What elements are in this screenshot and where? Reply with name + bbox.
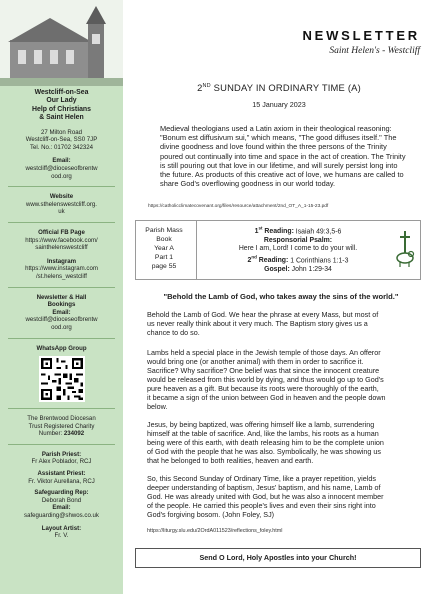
intro-link[interactable]: https://catholicclimatecovenant.org/files/resource/attachment/2nd_OT_A_1-15-23.pdf	[148, 204, 329, 209]
email-link[interactable]: ood.org	[51, 172, 72, 180]
heading-number: 2	[197, 82, 203, 93]
newsletter-title: NEWSLETTER	[302, 28, 420, 43]
readings-list	[198, 225, 398, 275]
newsletter-block	[4, 294, 119, 332]
parish-priest-label: Parish Priest:	[41, 450, 82, 458]
charity-number: 234092	[63, 430, 85, 438]
address-line: 27 Milton Road	[41, 128, 82, 136]
divider	[8, 338, 115, 339]
parish-line: Westcliff-on-Sea	[34, 89, 89, 96]
instagram-link[interactable]: https://www.instagram.com	[25, 265, 98, 273]
text-line: below.	[147, 402, 168, 411]
facebook-link[interactable]: sainthelenswestcliff	[35, 244, 88, 252]
page-title	[133, 82, 425, 93]
newsletter-email-label: Email:	[52, 308, 71, 316]
safeguarding-name: Deborah Bond	[41, 496, 82, 504]
heading-ordinal: ND	[202, 82, 211, 89]
address	[4, 129, 119, 152]
charity-block	[4, 415, 119, 438]
text-line: God's forgiving bosom. (John Foley, SJ)	[147, 510, 275, 519]
text-line: us never really think about it very much. The Baptism story gives us a	[147, 319, 368, 328]
clergy-block	[4, 451, 119, 466]
first-reading: 1st Reading: Isaiah 49:3,5-6	[254, 226, 342, 236]
date: 15 January 2023	[252, 100, 306, 109]
text-line: being were of this earth, with death releasing him to be the complete union	[147, 438, 384, 447]
divider	[8, 186, 115, 187]
text-line: is still pouring out that love in our lifetime, and will surely persist long into	[160, 160, 398, 170]
text-line: of God with the people that he was also. Symbolically, he was showing us	[147, 447, 381, 456]
email-link[interactable]: westcliff@dioceseofbrentw	[25, 165, 98, 172]
text-line: share God's overflowing goodness in our world today.	[160, 179, 336, 189]
text-line: So, this Second Sunday of Ordinary Time, like a prayer repetition, yields	[147, 474, 376, 483]
qr-code-icon[interactable]	[39, 356, 85, 402]
assistant-priest-label: Assistant Priest:	[37, 470, 86, 478]
divider	[8, 444, 115, 445]
parish-line: Our Lady	[46, 97, 77, 105]
second-reading: 2nd Reading: 1 Corinthians 1:1-3	[247, 255, 349, 265]
text-line: Lambs held a special place in the Jewish temple of those days. An offeror	[147, 348, 381, 357]
text-line: Jesus, by being baptized, was offering himself like a lamb, surrendering	[147, 420, 375, 429]
charity-number-label: Number:	[38, 430, 64, 438]
mass-book-line: Year A	[154, 245, 174, 252]
mass-book-info	[140, 226, 188, 271]
parish-priest-name: Fr Alex Poblador, RCJ	[31, 458, 92, 466]
text-line: deeper understanding of baptism, Jesus' baptism, and his name, Lamb of	[147, 483, 381, 492]
text-line: Sacrifice? Why sacrifice? One belief was that since the innocent creature	[147, 366, 380, 375]
newsletter-subtitle: Saint Helen's - Westcliff	[329, 46, 420, 56]
reflection-link[interactable]: https://liturgy.slu.edu/2OrdA011523/reflections_foley.html	[147, 528, 283, 534]
body-paragraph	[147, 310, 419, 337]
text-line: pure heaven as a gift. But because its roots were thoroughly of the earth,	[147, 384, 379, 393]
newsletter-email-link[interactable]: ood.org	[51, 323, 72, 331]
parish-name	[4, 89, 119, 123]
website-link[interactable]: uk	[58, 208, 65, 216]
gospel-reading: Gospel: John 1:29-34	[264, 265, 332, 273]
text-line: it became a sign of the union between God in heaven and the people down	[147, 393, 386, 402]
sidebar	[0, 0, 123, 594]
text-line: would be released from this world by dying, and thus would go up to God's	[147, 375, 384, 384]
text-line: poured out continually into time and space in the act of creation. The Trinity	[160, 151, 406, 161]
charity-line: Trust Registered Charity	[28, 422, 95, 430]
body-paragraph	[147, 420, 419, 465]
safeguarding-email-label: Email:	[52, 504, 71, 512]
text-line: chance to do so.	[147, 328, 200, 337]
instagram-label: Instagram	[46, 257, 77, 265]
intro-paragraph	[160, 124, 414, 188]
text-line: Medieval theologians used a Latin axiom in their theological reasoning:	[160, 124, 392, 133]
text-line: "Bonum est diffusivum sui," which means, "The good diffuses itself." The	[160, 133, 397, 143]
text-line: himself at the table of sacrifice. And, like the lambs, his roots as a human	[147, 429, 379, 438]
website-block	[4, 193, 119, 216]
safeguarding-block	[4, 489, 119, 519]
heading-text: SUNDAY IN ORDINARY TIME (A)	[210, 82, 361, 93]
divider	[8, 408, 115, 409]
email-label: Email:	[52, 157, 71, 165]
instagram-link[interactable]: /st.helens_westcliff	[35, 272, 88, 280]
instagram-block	[4, 258, 119, 281]
layout-artist-name: Fr. V.	[54, 532, 69, 540]
charity-line: The Brentwood Diocesan	[27, 415, 96, 423]
text-line: Behold the Lamb of God. We hear the phrase at every Mass, but most of	[147, 310, 379, 319]
whatsapp-label: WhatsApp Group	[36, 344, 87, 352]
newsletter-label: Newsletter & Hall	[36, 293, 87, 301]
mass-book-line: Part 1	[154, 254, 174, 261]
email-block	[4, 157, 119, 180]
mass-book-line: page 55	[151, 263, 177, 270]
facebook-block	[4, 229, 119, 252]
website-link[interactable]: www.sthelenswestcliff.org.	[25, 200, 97, 208]
layout-artist-label: Layout Artist:	[41, 524, 82, 532]
charity-line	[4, 430, 119, 438]
newsletter-email-link[interactable]: westcliff@dioceseofbrentw	[25, 316, 98, 324]
divider	[8, 222, 115, 223]
psalm-text: Here I am, Lord! I come to do your will.	[238, 245, 358, 253]
facebook-label: Official FB Page	[38, 228, 85, 236]
parish-line: & Saint Helen	[39, 114, 84, 122]
divider	[8, 287, 115, 288]
text-line: divine goodness and love found within the three persons of the Trinity	[160, 142, 387, 152]
whatsapp-block	[4, 345, 119, 403]
address-line: Westcliff-on-Sea, SS0 7JP	[25, 136, 98, 144]
newsletter-label: Bookings	[47, 301, 76, 309]
facebook-link[interactable]: https://www.facebook.com/	[25, 236, 98, 244]
text-line: God. He was already united with God, but he was also a innocent member	[147, 492, 384, 501]
assistant-priest-block	[4, 470, 119, 485]
layout-block	[4, 525, 119, 540]
text-line: would bring one (or another animal) with them in order to sacrifice it.	[147, 357, 364, 366]
parish-line: Help of Christians	[32, 105, 91, 113]
psalm-label: Responsorial Psalm:	[263, 236, 333, 244]
divider	[196, 221, 197, 279]
safeguarding-label: Safeguarding Rep:	[34, 489, 89, 497]
text-line: that he belonged to both realities, heaven and earth.	[147, 456, 314, 465]
text-line: the future. As products of this creative act of love, we humans are called to	[160, 170, 404, 180]
body-paragraph	[147, 474, 419, 519]
mass-book-line: Parish Mass	[145, 227, 183, 234]
church-image	[0, 0, 123, 86]
assistant-priest-name: Fr. Viktor Aurellana, RCJ	[28, 477, 95, 485]
website-label: Website	[49, 193, 74, 201]
lamb-and-cross-icon	[394, 229, 416, 269]
readings-box	[135, 220, 421, 280]
body-paragraph	[147, 348, 419, 411]
text-line: of the people. He carried this people's lives and even their sins right into	[147, 501, 376, 510]
safeguarding-email-link[interactable]: safeguarding@shwos.co.uk	[24, 512, 99, 520]
gospel-quote: "Behold the Lamb of God, who takes away the sins of the world."	[163, 292, 399, 301]
phone: Tel. No.: 01702 342324	[29, 143, 94, 151]
mass-book-line: Book	[156, 236, 172, 243]
footer-banner: Send O Lord, Holy Apostles into your Church!	[135, 548, 421, 568]
